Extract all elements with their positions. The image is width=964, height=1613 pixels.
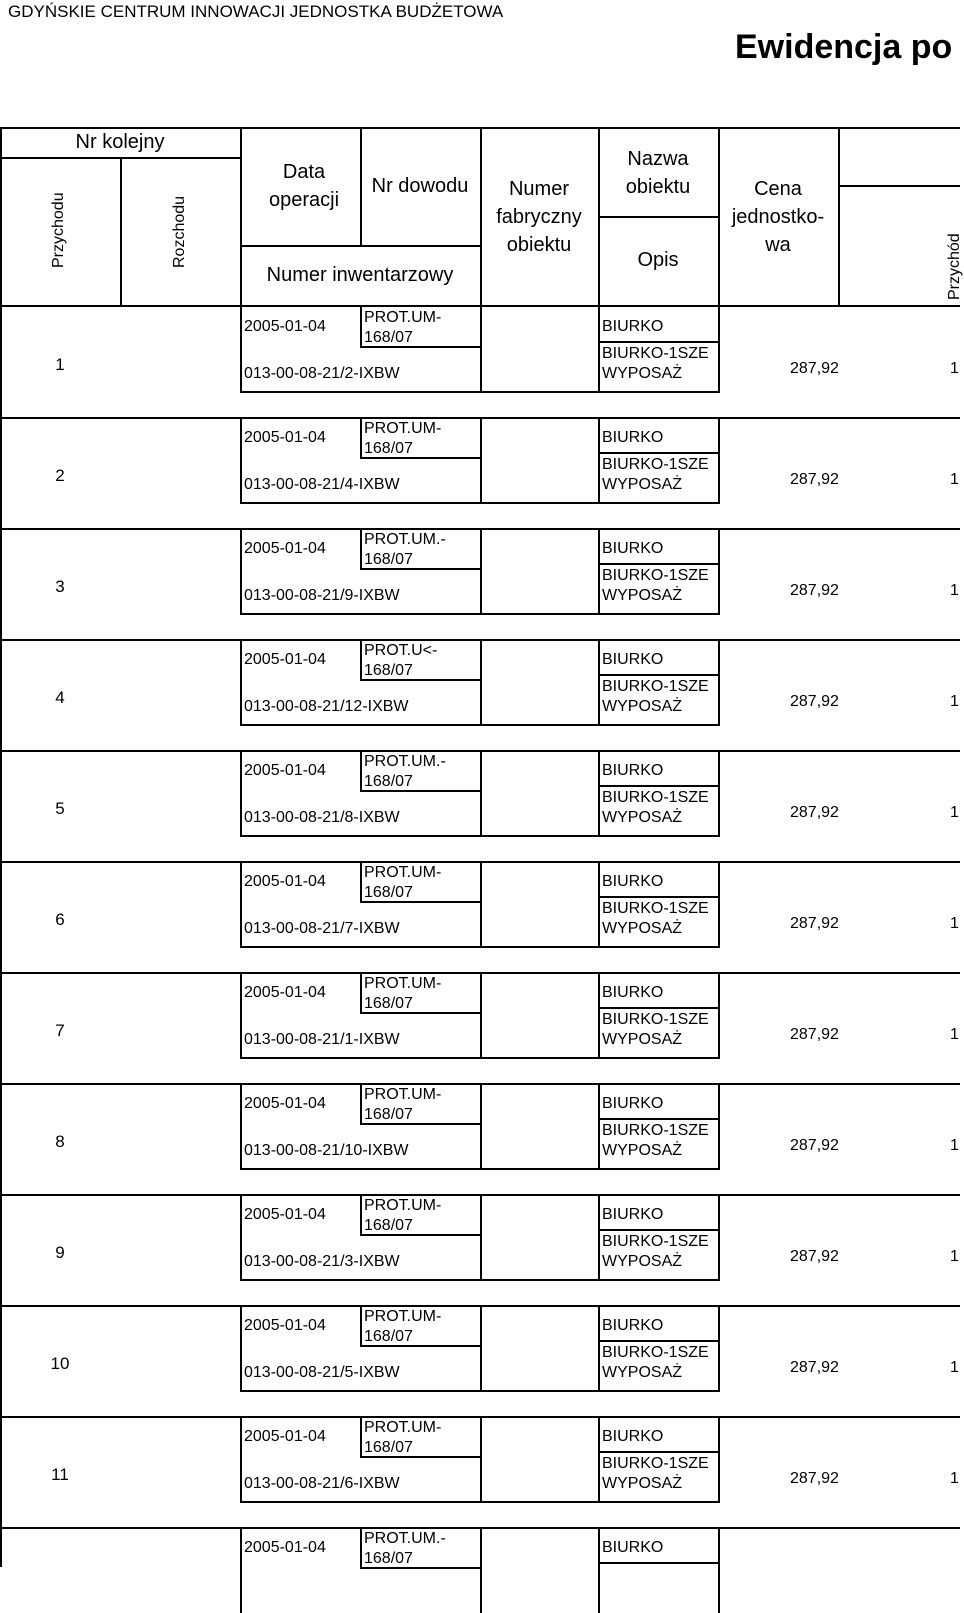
document-number-line2: 168/07 <box>364 551 413 568</box>
row-number: 11 <box>51 1465 69 1484</box>
cell-border <box>360 1306 362 1346</box>
cell-border <box>480 529 482 614</box>
row-number: 2 <box>55 466 65 485</box>
cell-border <box>240 640 242 725</box>
cell-border <box>360 640 362 680</box>
operation-date: 2005-01-04 <box>244 873 326 890</box>
unit-price: 287,92 <box>790 1359 839 1376</box>
document-number-line2: 168/07 <box>364 1106 413 1123</box>
row-number: 6 <box>55 910 65 929</box>
document-number: PROT.UM- <box>364 309 442 326</box>
object-name: BIURKO <box>602 651 664 668</box>
document-number: PROT.UM- <box>364 1419 442 1436</box>
cell-border <box>360 418 362 458</box>
cell-border <box>240 1279 720 1281</box>
object-description-line2: WYPOSAŻ <box>602 809 683 826</box>
header-numer-inwentarzowy: Numer inwentarzowy <box>266 264 454 286</box>
unit-price: 287,92 <box>790 1470 839 1487</box>
object-description-line2: WYPOSAŻ <box>602 1364 683 1381</box>
inventory-number: 013-00-08-21/1-IXBW <box>244 1031 400 1048</box>
quantity: 1 <box>950 1026 959 1043</box>
header-rozchodu: Rozchodu <box>171 195 188 268</box>
row-number: 1 <box>55 355 65 374</box>
object-name: BIURKO <box>602 1206 664 1223</box>
document-number: PROT.UM- <box>364 1086 442 1103</box>
cell-border <box>598 529 600 614</box>
object-description: BIURKO-1SZE <box>602 1344 709 1361</box>
unit-price: 287,92 <box>790 360 839 377</box>
cell-border <box>718 751 720 836</box>
document-number: PROT.UM- <box>364 1197 442 1214</box>
cell-border <box>598 1084 600 1169</box>
inventory-number: 013-00-08-21/2-IXBW <box>244 365 400 382</box>
header-nr-dowodu: Nr dowodu <box>371 175 469 197</box>
cell-border <box>718 862 720 947</box>
cell-border <box>480 1417 482 1502</box>
document-number: PROT.UM- <box>364 864 442 881</box>
row-number: 4 <box>55 688 65 707</box>
header-numer-fabryczny: Numer fabryczny obiektu <box>496 178 582 256</box>
quantity: 1 <box>950 804 959 821</box>
cell-border <box>480 862 482 947</box>
document-number-line2: 168/07 <box>364 995 413 1012</box>
inventory-number: 013-00-08-21/4-IXBW <box>244 476 400 493</box>
cell-border <box>240 418 242 503</box>
header-przychodu: Przychodu <box>50 192 67 268</box>
header-divider <box>120 157 122 307</box>
cell-border <box>480 640 482 725</box>
inventory-number: 013-00-08-21/3-IXBW <box>244 1253 400 1270</box>
cell-border <box>718 1528 720 1613</box>
cell-border <box>598 341 718 343</box>
unit-price: 287,92 <box>790 693 839 710</box>
cell-border <box>240 307 242 392</box>
document-number-line2: 168/07 <box>364 1328 413 1345</box>
cell-border <box>480 751 482 836</box>
document-number: PROT.UM- <box>364 420 442 437</box>
object-name: BIURKO <box>602 1539 664 1556</box>
object-description: BIURKO-1SZE <box>602 900 709 917</box>
cell-border <box>240 613 720 615</box>
cell-border <box>240 835 720 837</box>
document-number: PROT.UM.- <box>364 1530 446 1547</box>
operation-date: 2005-01-04 <box>244 1095 326 1112</box>
operation-date: 2005-01-04 <box>244 318 326 335</box>
unit-price: 287,92 <box>790 471 839 488</box>
cell-border <box>240 1195 242 1280</box>
document-number-line2: 168/07 <box>364 1439 413 1456</box>
object-description: BIURKO-1SZE <box>602 789 709 806</box>
document-number: PROT.UM- <box>364 1308 442 1325</box>
cell-border <box>598 973 600 1058</box>
cell-border <box>240 529 242 614</box>
row-number: 7 <box>55 1021 65 1040</box>
cell-border <box>240 1057 720 1059</box>
inventory-number: 013-00-08-21/10-IXBW <box>244 1142 409 1159</box>
object-description: BIURKO-1SZE <box>602 1233 709 1250</box>
object-description-line2: WYPOSAŻ <box>602 1031 683 1048</box>
header-divider <box>598 216 718 218</box>
cell-border <box>598 1451 718 1453</box>
cell-border <box>718 973 720 1058</box>
document-number-line2: 168/07 <box>364 1217 413 1234</box>
inventory-number: 013-00-08-21/7-IXBW <box>244 920 400 937</box>
cell-border <box>598 896 718 898</box>
inventory-number: 013-00-08-21/6-IXBW <box>244 1475 400 1492</box>
cell-border <box>598 307 600 392</box>
cell-border <box>718 1306 720 1391</box>
document-number-line2: 168/07 <box>364 662 413 679</box>
organization-name: GDYŃSKIE CENTRUM INNOWACJI JEDNOSTKA BUDŻETOWA <box>8 2 504 21</box>
row-number: 8 <box>55 1132 65 1151</box>
cell-border <box>360 529 362 569</box>
cell-border <box>240 862 242 947</box>
cell-border <box>598 1562 718 1564</box>
cell-border <box>240 391 720 393</box>
unit-price: 287,92 <box>790 1137 839 1154</box>
cell-border <box>718 1417 720 1502</box>
row-number: 3 <box>55 577 65 596</box>
quantity: 1 <box>950 1470 959 1487</box>
quantity: 1 <box>950 471 959 488</box>
operation-date: 2005-01-04 <box>244 540 326 557</box>
cell-border <box>598 1417 600 1502</box>
cell-border <box>598 751 600 836</box>
object-name: BIURKO <box>602 429 664 446</box>
quantity: 1 <box>950 360 959 377</box>
object-description-line2: WYPOSAŻ <box>602 1142 683 1159</box>
cell-border <box>480 1528 482 1613</box>
object-description-line2: WYPOSAŻ <box>602 698 683 715</box>
header-nr-kolejny: Nr kolejny <box>75 131 165 153</box>
operation-date: 2005-01-04 <box>244 1317 326 1334</box>
object-name: BIURKO <box>602 1095 664 1112</box>
header-nazwa-obiektu: Nazwa obiektu <box>625 148 691 198</box>
cell-border <box>718 418 720 503</box>
operation-date: 2005-01-04 <box>244 1428 326 1445</box>
cell-border <box>240 1084 242 1169</box>
header-opis: Opis <box>637 249 679 271</box>
object-name: BIURKO <box>602 1317 664 1334</box>
header-divider <box>838 185 960 187</box>
object-description: BIURKO-1SZE <box>602 1122 709 1139</box>
inventory-number: 013-00-08-21/12-IXBW <box>244 698 409 715</box>
header-przychod: Przychód <box>946 233 963 300</box>
operation-date: 2005-01-04 <box>244 984 326 1001</box>
object-description: BIURKO-1SZE <box>602 678 709 695</box>
cell-border <box>240 1168 720 1170</box>
cell-border <box>360 862 362 902</box>
cell-border <box>480 1306 482 1391</box>
row-number: 9 <box>55 1243 65 1262</box>
cell-border <box>718 307 720 392</box>
document-number-line2: 168/07 <box>364 884 413 901</box>
cell-border <box>360 751 362 791</box>
operation-date: 2005-01-04 <box>244 1539 326 1556</box>
inventory-number: 013-00-08-21/8-IXBW <box>244 809 400 826</box>
object-description-line2: WYPOSAŻ <box>602 476 683 493</box>
document-number: PROT.UM.- <box>364 753 446 770</box>
header-data-operacji: Data operacji <box>268 161 340 211</box>
quantity: 1 <box>950 582 959 599</box>
operation-date: 2005-01-04 <box>244 651 326 668</box>
cell-border <box>718 529 720 614</box>
cell-border <box>480 418 482 503</box>
cell-border <box>360 973 362 1013</box>
cell-border <box>240 751 242 836</box>
row-number: 5 <box>55 799 65 818</box>
object-description: BIURKO-1SZE <box>602 345 709 362</box>
inventory-number: 013-00-08-21/5-IXBW <box>244 1364 400 1381</box>
object-description-line2: WYPOSAŻ <box>602 1475 683 1492</box>
quantity: 1 <box>950 1137 959 1154</box>
cell-border <box>598 1195 600 1280</box>
cell-border <box>598 452 718 454</box>
unit-price: 287,92 <box>790 1248 839 1265</box>
cell-border <box>480 1084 482 1169</box>
cell-border <box>598 563 718 565</box>
cell-border <box>240 973 242 1058</box>
cell-border <box>360 1417 362 1457</box>
cell-border <box>718 1195 720 1280</box>
quantity: 1 <box>950 693 959 710</box>
cell-border <box>240 502 720 504</box>
cell-border <box>598 1118 718 1120</box>
cell-border <box>598 640 600 725</box>
cell-border <box>718 640 720 725</box>
document-number-line2: 168/07 <box>364 773 413 790</box>
cell-border <box>240 1390 720 1392</box>
table-left-border <box>0 127 2 1567</box>
document-number-line2: 168/07 <box>364 329 413 346</box>
header-divider <box>598 127 600 307</box>
operation-date: 2005-01-04 <box>244 1206 326 1223</box>
object-name: BIURKO <box>602 1428 664 1445</box>
header-divider <box>838 127 840 307</box>
header-cena-jednostkowa: Cena jednostko-wa <box>731 178 825 256</box>
unit-price: 287,92 <box>790 1026 839 1043</box>
cell-border <box>598 418 600 503</box>
cell-border <box>240 1417 242 1502</box>
row-number: 10 <box>50 1354 70 1373</box>
quantity: 1 <box>950 915 959 932</box>
operation-date: 2005-01-04 <box>244 429 326 446</box>
object-name: BIURKO <box>602 318 664 335</box>
object-name: BIURKO <box>602 873 664 890</box>
unit-price: 287,92 <box>790 582 839 599</box>
cell-border <box>598 1340 718 1342</box>
cell-border <box>598 785 718 787</box>
object-description: BIURKO-1SZE <box>602 1455 709 1472</box>
object-description: BIURKO-1SZE <box>602 1011 709 1028</box>
inventory-number: 013-00-08-21/9-IXBW <box>244 587 400 604</box>
cell-border <box>598 1007 718 1009</box>
cell-border <box>360 1084 362 1124</box>
object-name: BIURKO <box>602 540 664 557</box>
cell-border <box>240 724 720 726</box>
object-description: BIURKO-1SZE <box>602 567 709 584</box>
document-number-line2: 168/07 <box>364 1550 413 1567</box>
quantity: 1 <box>950 1248 959 1265</box>
object-description-line2: WYPOSAŻ <box>602 920 683 937</box>
object-description-line2: WYPOSAŻ <box>602 365 683 382</box>
cell-border <box>240 946 720 948</box>
cell-border <box>240 1528 242 1613</box>
document-number: PROT.UM.- <box>364 531 446 548</box>
object-description-line2: WYPOSAŻ <box>602 587 683 604</box>
object-name: BIURKO <box>602 984 664 1001</box>
cell-border <box>480 1195 482 1280</box>
operation-date: 2005-01-04 <box>244 762 326 779</box>
unit-price: 287,92 <box>790 915 839 932</box>
object-name: BIURKO <box>602 762 664 779</box>
document-number-line2: 168/07 <box>364 440 413 457</box>
unit-price: 287,92 <box>790 804 839 821</box>
cell-border <box>360 307 362 347</box>
cell-border <box>598 1528 600 1613</box>
cell-border <box>598 1229 718 1231</box>
cell-border <box>718 1084 720 1169</box>
cell-border <box>598 674 718 676</box>
cell-border <box>360 1528 362 1568</box>
object-description-line2: WYPOSAŻ <box>602 1253 683 1270</box>
cell-border <box>240 1306 242 1391</box>
cell-border <box>598 862 600 947</box>
object-description: BIURKO-1SZE <box>602 456 709 473</box>
cell-border <box>598 1306 600 1391</box>
cell-border <box>480 973 482 1058</box>
document-number: PROT.U<- <box>364 642 438 659</box>
document-number: PROT.UM- <box>364 975 442 992</box>
header-divider <box>718 127 720 307</box>
cell-border <box>240 1501 720 1503</box>
page-title: Ewidencja po <box>735 28 953 66</box>
cell-border <box>360 1195 362 1235</box>
quantity: 1 <box>950 1359 959 1376</box>
cell-border <box>480 307 482 392</box>
